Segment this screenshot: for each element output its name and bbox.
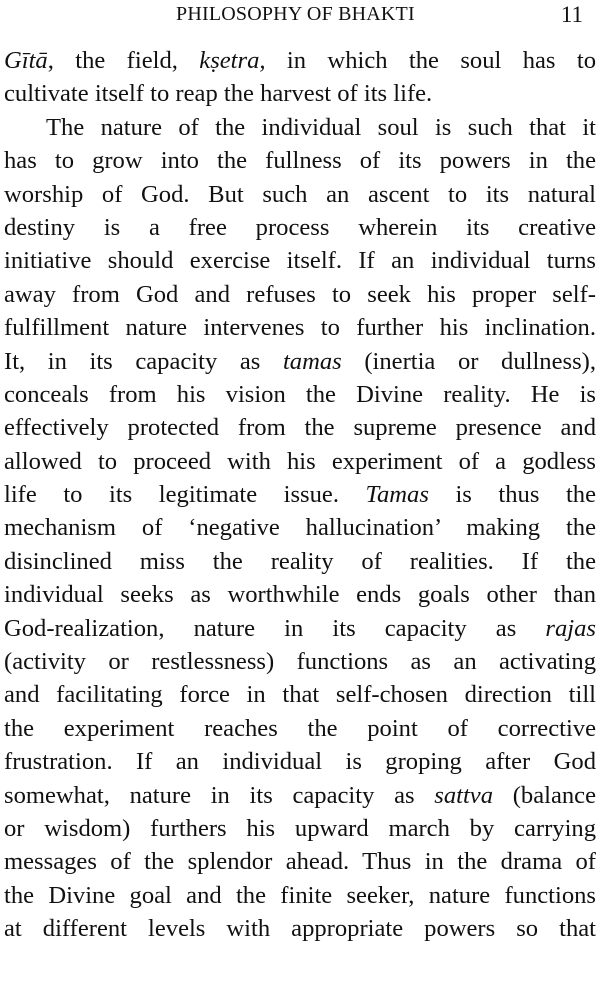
text-segment: messages of the splendor ahead. Thus in the drama of bbox=[4, 848, 596, 876]
text-line bbox=[4, 812, 596, 845]
italic-text-segment: Gītā bbox=[4, 47, 48, 74]
text-segment: (activity or restlessness) functions as an activating bbox=[4, 648, 596, 676]
text-line bbox=[4, 211, 596, 244]
text-line bbox=[4, 244, 596, 277]
text-line bbox=[4, 545, 596, 578]
text-line bbox=[4, 144, 596, 177]
text-segment: in which the soul has to bbox=[265, 47, 596, 74]
text-segment: life to its legitimate issue. bbox=[4, 481, 366, 509]
text-segment: frustration. If an individual is groping after God bbox=[4, 748, 596, 776]
text-line bbox=[4, 879, 596, 912]
text-segment: It, in its capacity as bbox=[4, 347, 283, 375]
text-line bbox=[4, 678, 596, 711]
italic-text-segment: tamas bbox=[282, 347, 342, 375]
text-line bbox=[4, 178, 596, 211]
text-line bbox=[4, 578, 596, 611]
page-header bbox=[0, 3, 600, 33]
text-segment: somewhat, nature in its capacity as bbox=[4, 781, 435, 809]
text-line bbox=[4, 845, 596, 878]
text-segment: individual seeks as worthwhile ends goals other than bbox=[4, 581, 596, 609]
text-line bbox=[4, 111, 596, 144]
text-segment: worship of God. But such an ascent to its natural bbox=[4, 180, 596, 208]
text-line bbox=[4, 445, 596, 478]
text-segment: away from God and refuses to seek his proper self- bbox=[4, 280, 596, 308]
text-segment: is thus the bbox=[428, 481, 596, 509]
text-line bbox=[4, 478, 596, 511]
text-segment: mechanism of ‘negative hallucination’ making the bbox=[4, 514, 596, 542]
text-segment: or wisdom) furthers his upward march by carrying bbox=[4, 814, 596, 842]
text-line bbox=[4, 44, 596, 77]
text-line bbox=[4, 511, 596, 544]
text-line bbox=[4, 645, 596, 678]
text-segment: effectively protected from the supreme presence and bbox=[4, 414, 596, 442]
text-line bbox=[4, 779, 596, 812]
text-segment: destiny is a free process wherein its creative bbox=[4, 213, 596, 241]
text-line bbox=[4, 345, 596, 378]
text-line bbox=[4, 77, 596, 110]
text-segment: has to grow into the fullness of its powers in the bbox=[4, 147, 596, 175]
text-line bbox=[4, 712, 596, 745]
text-segment: (balance bbox=[493, 781, 596, 809]
text-segment: disinclined miss the reality of realities. If the bbox=[4, 547, 596, 575]
italic-text-segment: kṣetra, bbox=[199, 47, 266, 74]
body-text bbox=[4, 44, 596, 946]
text-line bbox=[4, 912, 596, 945]
text-segment: initiative should exercise itself. If an individual turns bbox=[4, 247, 596, 275]
text-line bbox=[4, 745, 596, 778]
text-segment: God-realization, nature in its capacity as bbox=[4, 614, 546, 642]
italic-text-segment: Tamas bbox=[365, 481, 429, 509]
text-segment: allowed to proceed with his experiment of a godless bbox=[4, 447, 596, 475]
running-head: PHILOSOPHY OF BHAKTI bbox=[176, 3, 415, 25]
text-segment: the Divine goal and the finite seeker, nature functions bbox=[4, 881, 596, 909]
italic-text-segment: rajas bbox=[545, 614, 596, 642]
italic-text-segment: sattva bbox=[434, 781, 494, 809]
text-line bbox=[4, 278, 596, 311]
text-segment: at different levels with appropriate powers so that bbox=[4, 915, 596, 943]
text-segment: the experiment reaches the point of corrective bbox=[4, 714, 596, 742]
text-line bbox=[4, 378, 596, 411]
text-segment: (inertia or dullness), bbox=[341, 347, 596, 375]
page-number: 11 bbox=[560, 2, 583, 27]
text-segment: The nature of the individual soul is such that it bbox=[46, 113, 596, 141]
text-line bbox=[4, 411, 596, 444]
text-segment: conceals from his vision the Divine reality. He is bbox=[4, 380, 596, 408]
text-segment: fulfillment nature intervenes to further his inclination. bbox=[4, 314, 596, 342]
text-segment: , the field, bbox=[47, 47, 200, 74]
text-line bbox=[4, 612, 596, 645]
text-segment: and facilitating force in that self-chosen direction till bbox=[4, 681, 596, 709]
text-segment: cultivate itself to reap the harvest of its life. bbox=[4, 80, 433, 108]
text-line bbox=[4, 311, 596, 344]
